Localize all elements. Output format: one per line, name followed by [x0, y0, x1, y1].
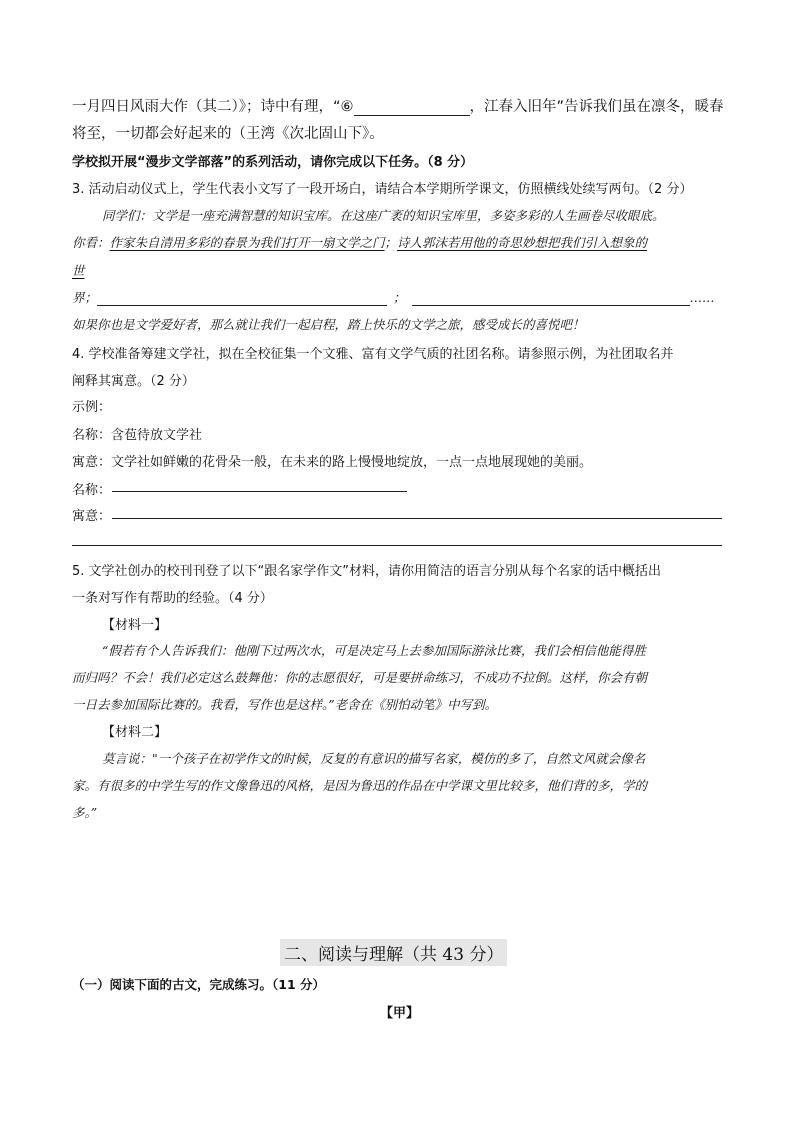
q4-name-answer-line[interactable] [112, 491, 407, 492]
q3-semicolon-2: ； [393, 290, 406, 305]
q4-meaning-answer-line-2[interactable] [72, 545, 722, 546]
material-2-line-2: 家。有很多的中学生写的作文像鲁迅的风格，是因为鲁迅的作品在中学课文里比较多，他们背的多，学的 [72, 778, 648, 793]
q4-example-name: 名称：含苞待放文学社 [72, 428, 203, 443]
q3-semicolon-1: ； [84, 290, 98, 305]
q3-sep: ； [384, 235, 398, 250]
q4-prompt-line-2: 阐释其寓意。（2 分） [72, 374, 195, 389]
q5-prompt-line-2: 一条对写作有帮助的经验。（4 分） [72, 591, 273, 606]
q3-prompt: 3. 活动启动仪式上，学生代表小文写了一段开场白，请结合本学期所学课文，仿照横线处续写两句。（2 分） [72, 182, 693, 197]
poem-line-2: 将至，一切都会好起来的（王湾《次北固山下》。 [72, 126, 384, 142]
q3-text-line-5: 如果你也是文学爱好者，那么就让我们一起启程，踏上快乐的文学之旅，感受成长的喜悦吧！ [72, 317, 585, 332]
section-2-part-1: （一）阅读下面的古文，完成练习。（11 分） [72, 977, 325, 992]
section-2-header: 二、阅读与理解（共 43 分） [280, 939, 507, 966]
q3-answer-blank-1[interactable] [97, 291, 387, 306]
q3-text-line-1: 同学们：文学是一座充满智慧的知识宝库。在这座广袤的知识宝库里，多姿多彩的人生画卷尽收眼底。 [102, 208, 665, 223]
q3-jie: 界 [72, 290, 85, 305]
q3-example-1: 作家朱自清用多彩的春景为我们打开一扇文学之门 [109, 235, 385, 250]
q3-text-line-3: 世 [72, 263, 85, 278]
poem-line-1-before: 一月四日风雨大作（其二）》；诗中有理，“⑥ [72, 99, 354, 115]
poem-line-1-after: ，江春入旧年”告诉我们虽在凛冬，暖春 [469, 99, 724, 115]
q3-ellipsis: …… [689, 290, 715, 305]
material-1-line-3: 一日去参加国际比赛的。我看，写作也是这样。”老舍在《别怕动笔》中写到。 [72, 697, 498, 712]
material-2-line-1: 莫言说："一个孩子在初学作文的时候，反复的有意识的描写名家，模仿的多了，自然文风就会像名 [102, 751, 646, 766]
q4-prompt-line-1: 4. 学校准备筹建文学社，拟在全校征集一个文雅、富有文学气质的社团名称。请参照示例，为社团取名并 [72, 347, 674, 362]
poem-line-1 [72, 95, 724, 116]
answer-blank-6[interactable] [354, 101, 470, 116]
q4-example-label: 示例： [72, 400, 112, 415]
q4-meaning-label: 寓意： [72, 509, 112, 524]
q3-lead: 你看： [72, 235, 110, 250]
material-1-line-1: “假若有个人告诉我们：他刚下过两次水，可是决定马上去参加国际游泳比赛，我们会相信他能得胜 [102, 643, 646, 658]
material-1-title: 【材料一】 [102, 618, 168, 633]
q3-example-2: 诗人郭沫若用他的奇思妙想把我们引入想象的 [397, 235, 648, 250]
q3-text-line-2 [72, 233, 647, 251]
section-2-jia: 【甲】 [380, 1006, 420, 1021]
material-1-line-2: 而归吗？不会！我们必定这么鼓舞他：你的志愿很好，可是要拼命练习，不成功不拉倒。这样，你会有朝 [72, 670, 648, 685]
q5-prompt-line-1: 5. 文学社创办的校刊刊登了以下“跟名家学作文”材料，请你用简洁的语言分别从每个名家的话中概括出 [72, 564, 662, 579]
q4-name-label: 名称： [72, 483, 112, 498]
q4-meaning-answer-line-1[interactable] [112, 518, 722, 519]
q4-example-meaning: 寓意：文学社如鲜嫩的花骨朵一般，在未来的路上慢慢地绽放，一点一点地展现她的美丽。 [72, 455, 593, 470]
activity-intro: 学校拟开展“漫步文学部落”的系列活动，请你完成以下任务。（8 分） [72, 155, 474, 170]
q3-answer-line [72, 288, 715, 306]
material-2-title: 【材料二】 [102, 725, 168, 740]
material-2-line-3: 多。” [72, 805, 98, 820]
q3-answer-blank-2[interactable] [412, 291, 690, 306]
